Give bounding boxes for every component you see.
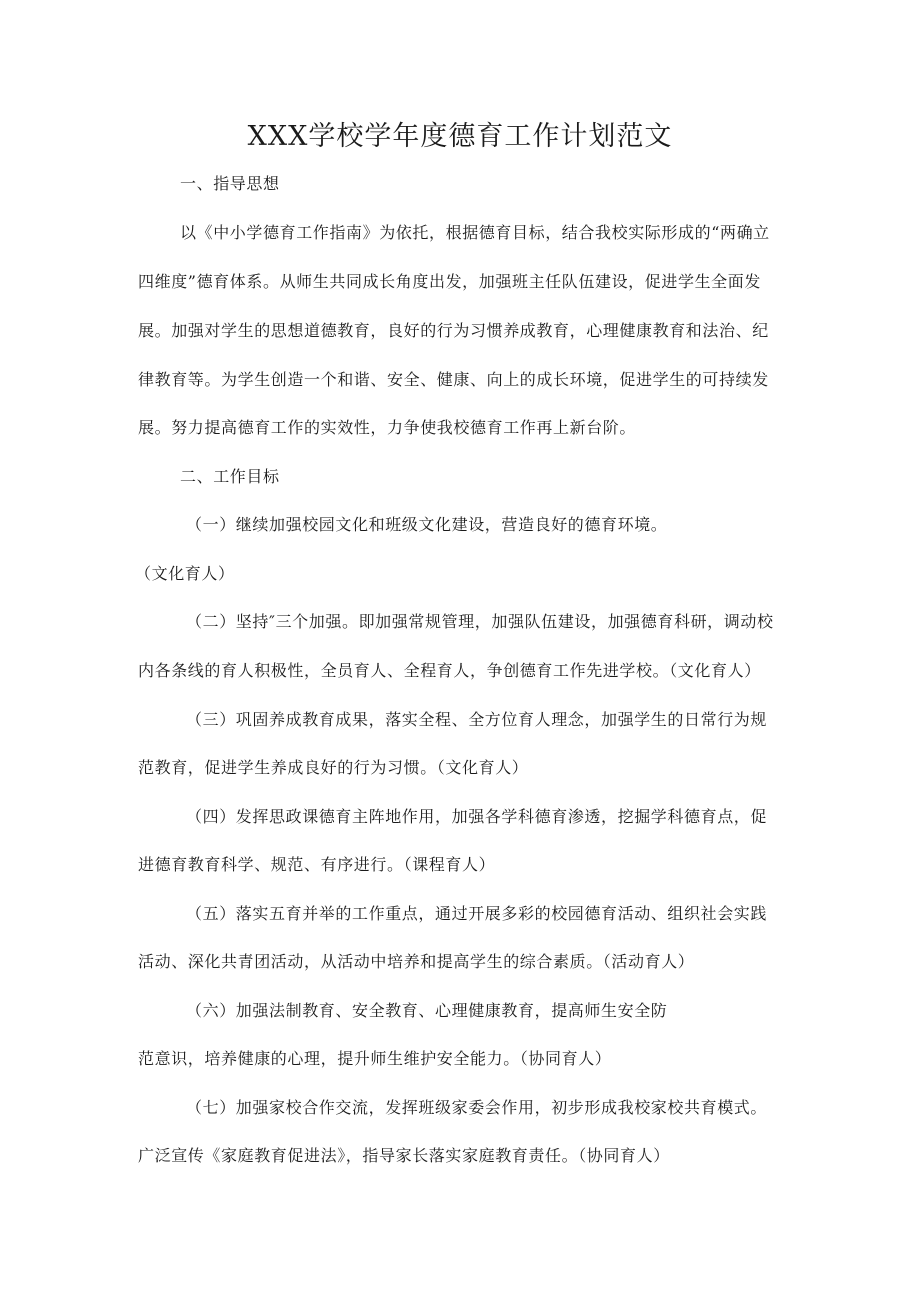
goal-item-1-line: （一）继续加强校园文化和班级文化建设，营造良好的德育环境。 xyxy=(186,515,668,534)
goal-item-7-line: 广泛宣传《家庭教育促进法》，指导家长落实家庭教育责任。（协同育人） xyxy=(138,1146,670,1165)
paragraph-line: 展。加强对学生的思想道德教育，良好的行为习惯养成教育，心理健康教育和法治、纪 xyxy=(138,321,769,340)
goal-item-3-line: （三）巩固养成教育成果，落实全程、全方位育人理念，加强学生的日常行为规 xyxy=(186,710,768,729)
paragraph-line: 以《中小学德育工作指南》为依托，根据德育目标，结合我校实际形成的“两确立 xyxy=(180,223,770,242)
paragraph-line: 律教育等。为学生创造一个和谐、安全、健康、向上的成长环境，促进学生的可持续发 xyxy=(138,370,769,389)
goal-item-4-line: （四）发挥思政课德育主阵地作用，加强各学科德育渗透，挖掘学科德育点，促 xyxy=(186,807,768,826)
goal-item-2-line: （二）坚持″三个加强。即加强常规管理，加强队伍建设，加强德育科研，调动校 xyxy=(186,612,774,631)
document-title: XXX学校学年度德育工作计划范文 xyxy=(247,121,673,152)
goal-item-7-line: （七）加强家校合作交流，发挥班级家委会作用，初步形成我校家校共育模式。 xyxy=(186,1098,768,1117)
goal-item-6-line: （六）加强法制教育、安全教育、心理健康教育，提高师生安全防 xyxy=(186,1001,668,1020)
goal-item-3-line: 范教育，促进学生养成良好的行为习惯。（文化育人） xyxy=(138,758,529,777)
goal-item-4-line: 进德育教育科学、规范、有序进行。（课程育人） xyxy=(138,855,496,874)
paragraph-line: 展。努力提高德育工作的实效性，力争使我校德育工作再上新台阶。 xyxy=(138,418,637,437)
paragraph-line: 四维度”德育体系。从师生共同成长角度出发，加强班主任队伍建设，促进学生全面发 xyxy=(138,272,761,291)
section-heading-work-goals: 二、工作目标 xyxy=(180,467,280,486)
goal-item-5-line: （五）落实五育并举的工作重点，通过开展多彩的校园德育活动、组织社会实践 xyxy=(186,904,768,923)
section-heading-guiding-ideology: 一、指导思想 xyxy=(180,174,280,193)
goal-item-5-line: 活动、深化共青团活动，从活动中培养和提高学生的综合素质。（活动育人） xyxy=(138,952,695,971)
goal-item-2-line: 内各条线的育人积极性，全员育人、全程育人，争创德育工作先进学校。（文化育人） xyxy=(138,661,761,680)
goal-item-6-line: 范意识，培养健康的心理，提升师生维护安全能力。（协同育人） xyxy=(138,1049,612,1068)
goal-item-1-line: （文化育人） xyxy=(135,564,235,583)
